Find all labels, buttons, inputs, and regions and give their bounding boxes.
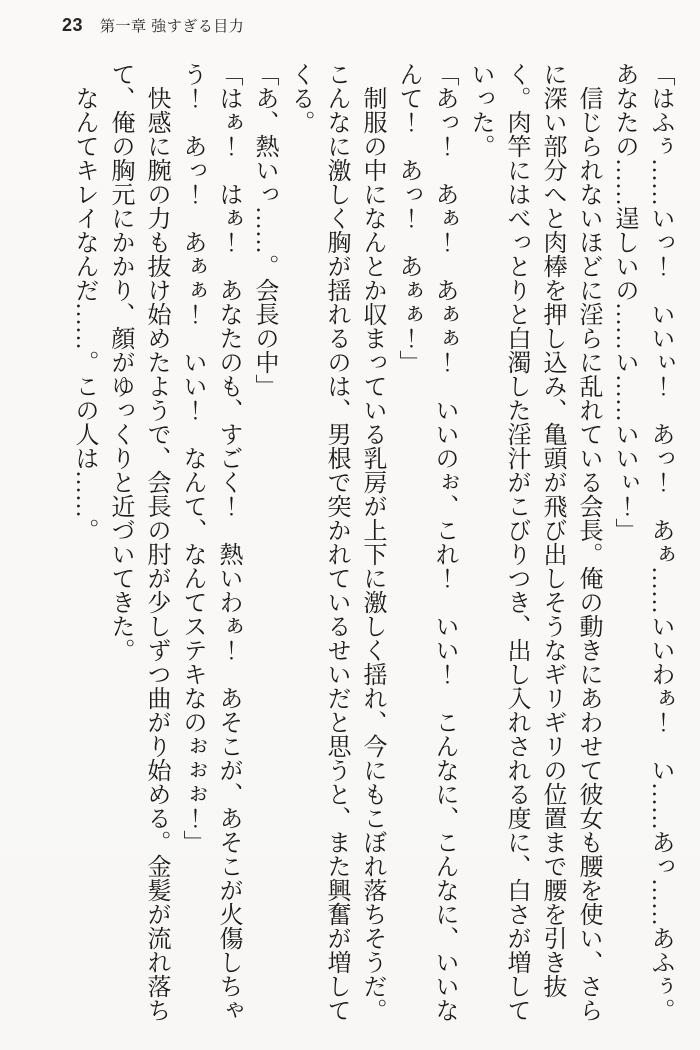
paragraph: なんてキレイなんだ……。この人は……。 [71, 86, 97, 542]
chapter-title: 第一章 強すぎる目力 [100, 18, 245, 35]
paragraph: 「はふぅ……いっ！ いいぃ！ あっ！ あぁ……いいわぁ！ い……あっ……あふぅ。あなたの……逞しいの……い……いいぃ！」 [611, 62, 673, 1022]
paragraph: 「はぁ！ はぁ！ あなたのも、すごく！ 熱いわぁ！ あそこが、あそこが火傷しちゃう！ あっ！ あぁぁ！ いい！ なんて、なんてステキなのぉぉぉ！」 [179, 62, 241, 1022]
paragraph: 制服の中になんとか収まっている乳房が上下に激しく揺れ、今にもこぼれ落ちそうだ。こんなに激しく胸が揺れるのは、男根で突かれているせいだと思うと、また興奮が増してくる。 [287, 62, 385, 1022]
paragraph: 「あ、熱いっ……。会長の中」 [251, 62, 277, 398]
body-text [66, 62, 678, 1036]
page-number: 23 [62, 15, 84, 35]
paragraph: 信じられないほどに淫らに乱れている会長。俺の動きにあわせて彼女も腰を使い、さらに深い部分へと肉棒を押し込み、亀頭が飛び出しそうなギリギリの位置まで腰を引き抜く。肉竿にはべっとりと白濁した淫汁がこびりつき、出し入れされる度に、白さが増していった。 [467, 62, 601, 1022]
paragraph: 快感に腕の力も抜け始めたようで、会長の肘が少しずつ曲がり始める。金髪が流れ落ちて、俺の胸元にかかり、顔がゆっくりと近づいてきた。 [107, 62, 169, 1022]
running-head [62, 15, 244, 36]
paragraph: 「あっ！ あぁ！ あぁぁ！ いいのぉ、これ！ いい！ こんなに、こんなに、いいなんて！ あっ！ あぁぁ！」 [395, 62, 457, 1022]
